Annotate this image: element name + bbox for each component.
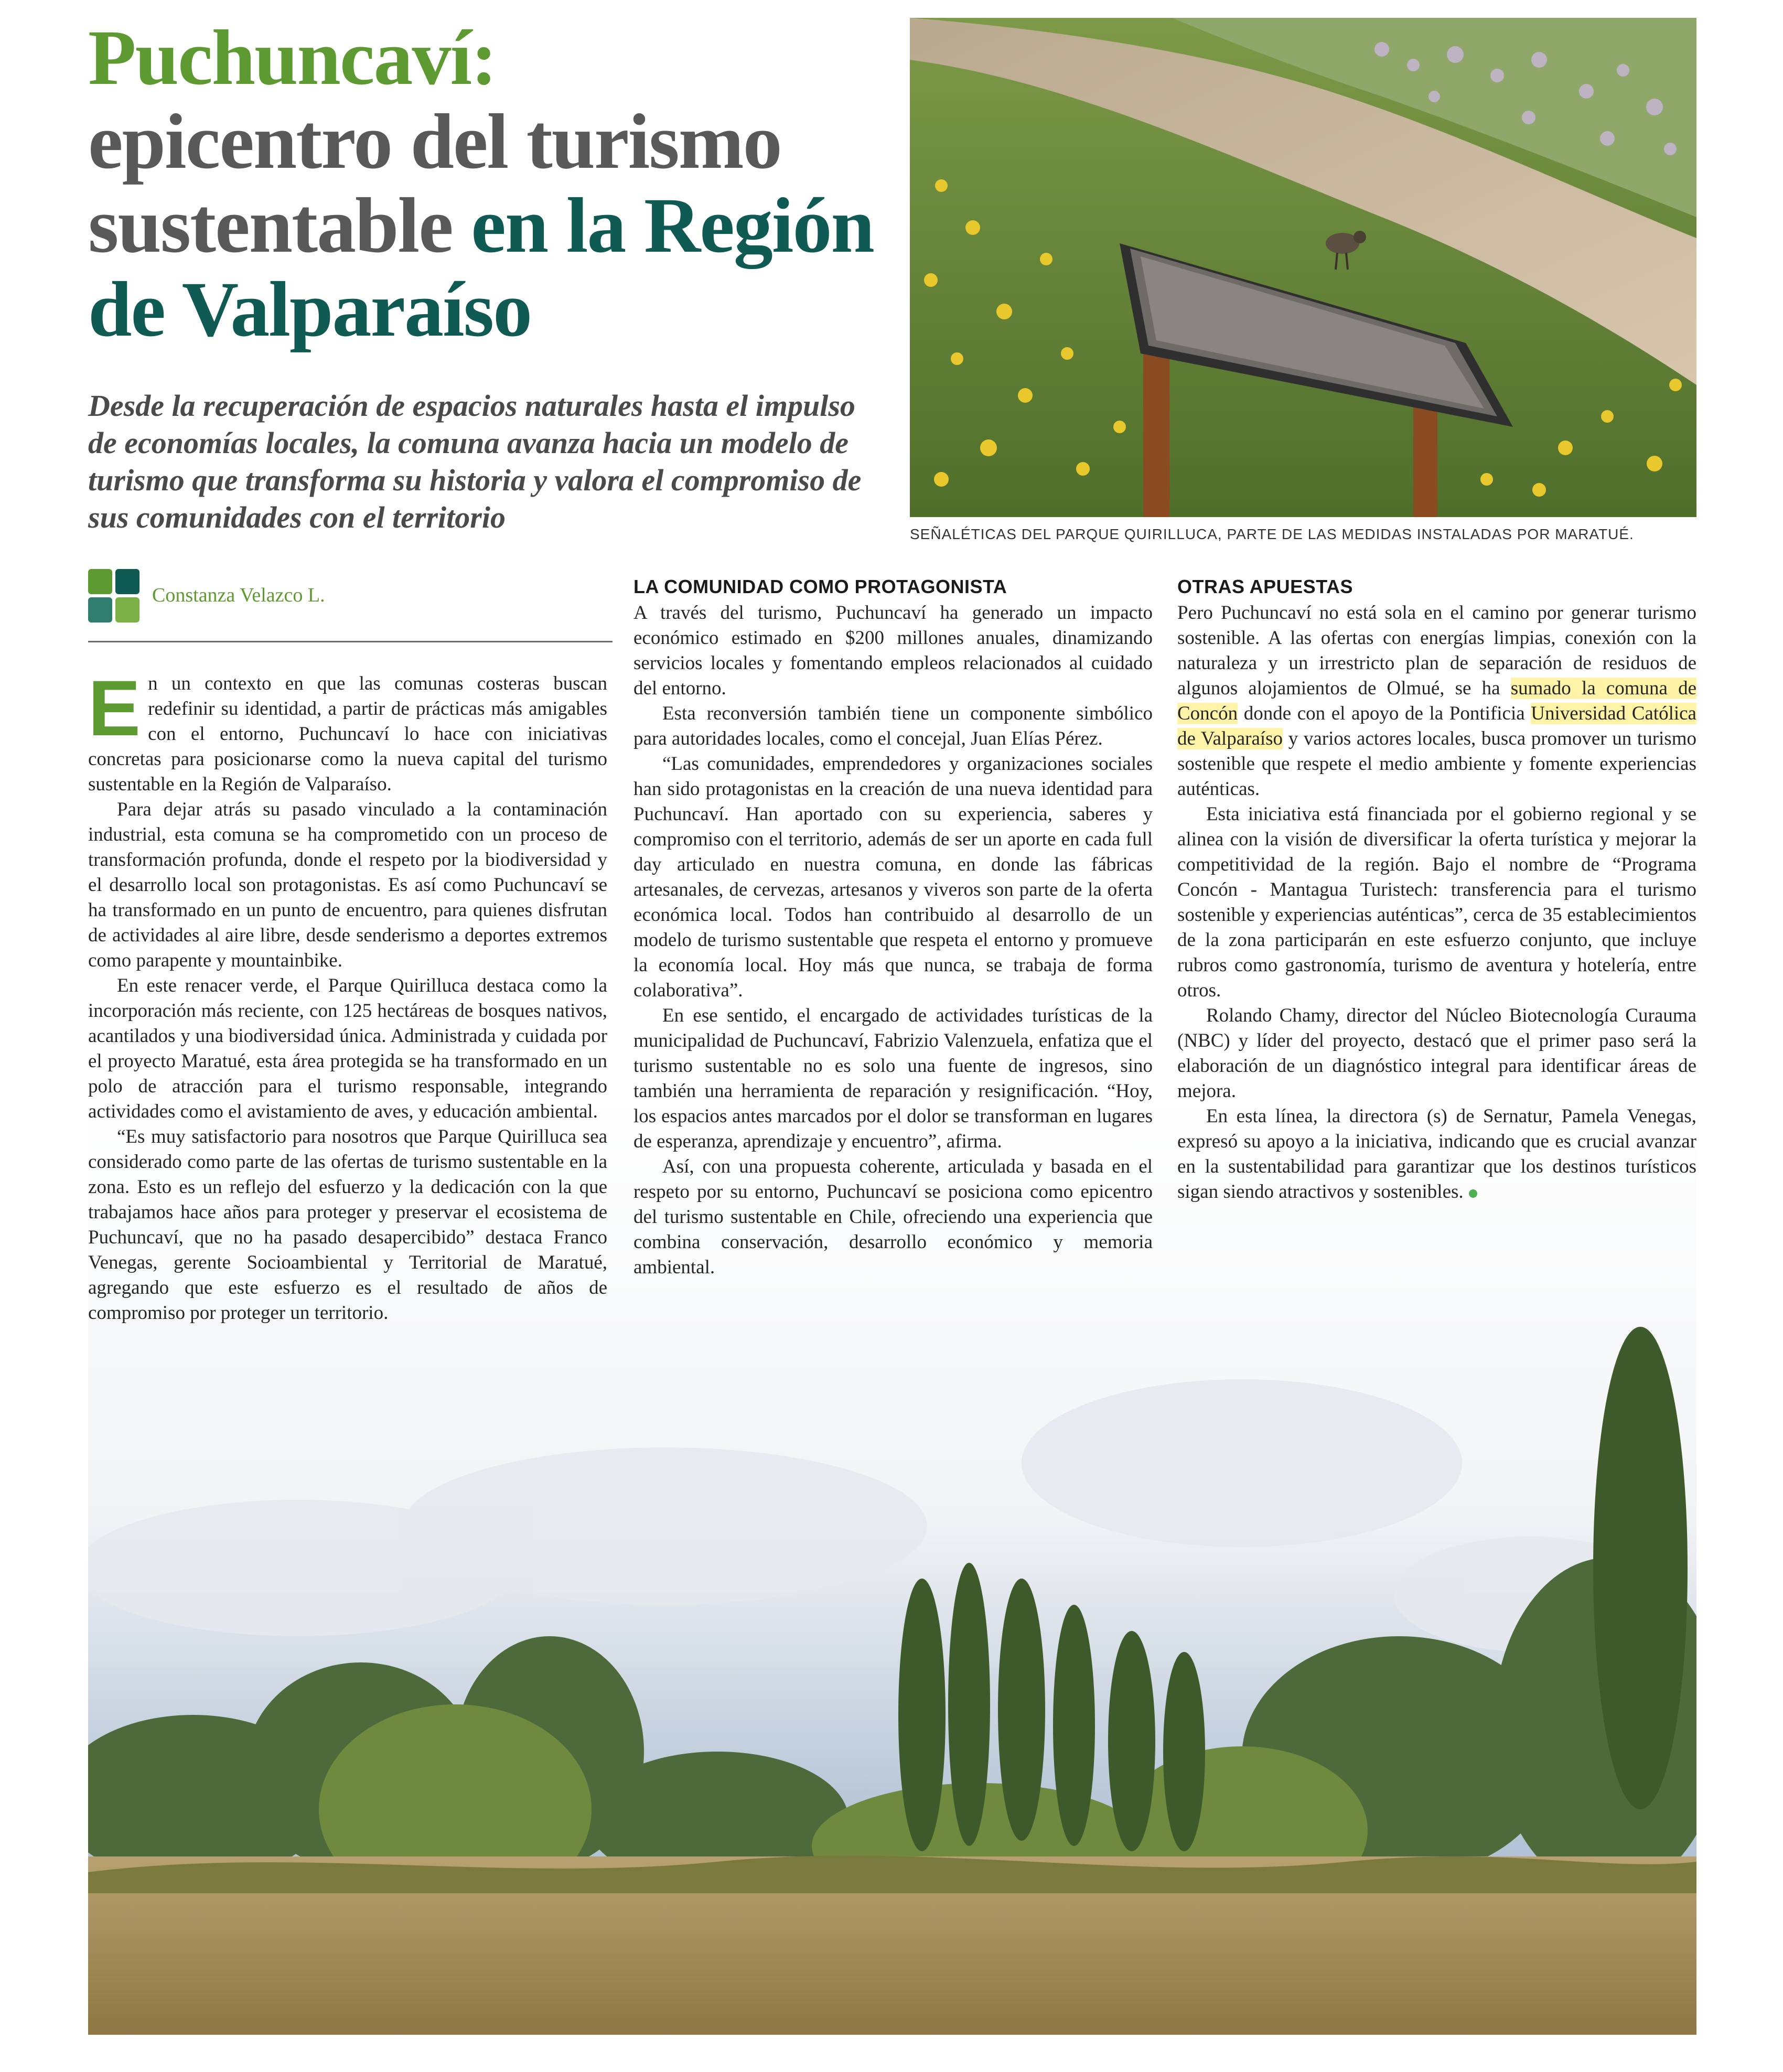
section-heading: LA COMUNIDAD COMO PROTAGONISTA <box>633 576 1007 597</box>
sign-in-meadow-illustration <box>910 18 1696 517</box>
paragraph: A través del turismo, Puchuncaví ha generado un impacto económico estimado en $200 millones anuales, dinamizando servicios locales y fomentando empleos relacionados al cuidado del entorno. <box>633 602 1153 699</box>
headline <box>88 16 875 351</box>
paragraph: Así, con una propuesta coherente, articulada y basada en el respeto por su entorno, Puchuncaví se posiciona como epicentro del turismo sustentable en Chile, ofreciendo una experiencia que combina conservación, desarrollo económico y memoria ambiental. <box>633 1156 1153 1278</box>
paragraph: En este renacer verde, el Parque Quirilluca destaca como la incorporación más reciente, con 125 hectáreas de bosques nativos, acantilados y una biodiversidad única. Administrada y cuidada por el proyecto Maratué, esta área protegida se ha transformado en un polo de atracción para el turismo responsable, integrando actividades como el avistamiento de aves, y educación ambiental. <box>88 975 607 1122</box>
article-column-2 <box>633 574 1153 1280</box>
paragraph: “Las comunidades, emprendedores y organizaciones sociales han sido protagonistas en la creación de una nueva identidad para Puchuncaví. Han aportado con su experiencia, saberes y compromiso con el territorio, además de ser un aporte en cada full day articulado en nuestra comuna, en donde las fábricas artesanales, de cervezas, artesanos y viveros son parte de la oferta económica local. Todos han contribuido al desarrollo de un modelo de turismo sustentable que respeta el entorno y promueve la economía local. Hoy más que nunca, se trabaja de forma colaborativa”. <box>633 753 1153 1001</box>
paragraph-text: Pero Puchuncaví no está sola en el camino por generar turismo sostenible. A las ofertas con energías limpias, conexión con la naturaleza y un irrestricto plan de separación de residuos de algunos alojamientos de Olmué, se ha <box>1177 602 1696 699</box>
highlighted-text: sumado la comuna de Concón <box>1177 678 1696 724</box>
byline-divider <box>88 641 613 642</box>
article-column-1 <box>88 664 607 1326</box>
headline-teal-part: en la Región de Valparaíso <box>88 182 874 353</box>
author-first-name: Constanza <box>152 584 235 606</box>
article-dek: Desde la recuperación de espacios naturales hasta el impulso de economías locales, la comuna avanza hacia un modelo de turismo que transforma su historia y valora el compromiso de sus comunidades con el territorio <box>88 389 862 534</box>
paragraph: Esta iniciativa está financiada por el gobierno regional y se alinea con la visión de diversificar la oferta turística y mejorar la competitividad de la región. Bajo el nombre de “Programa Concón - Mantagua Turistech: transferencia para el turismo sostenible y experiencias auténticas”, cerca de 35 establecimientos de la zona participarán en este esfuerzo conjunto, que incluye rubros como gastronomía, turismo de aventura y hotelería, entre otros. <box>1177 803 1696 1001</box>
drop-cap: E <box>88 664 141 752</box>
top-photo <box>910 18 1696 517</box>
section-heading: OTRAS APUESTAS <box>1177 576 1354 597</box>
paragraph: Para dejar atrás su pasado vinculado a la contaminación industrial, esta comuna se ha comprometido con un proceso de transformación profunda, donde el respeto por la biodiversidad y el desarrollo local son protagonistas. Es así como Puchuncaví se ha transformado en un punto de encuentro, para quienes disfrutan de actividades al aire libre, desde senderismo a deportes extremos como parapente y mountainbike. <box>88 799 607 971</box>
highlighted-text: Universidad Católica de Valparaíso <box>1177 703 1696 749</box>
paragraph <box>88 664 607 797</box>
headline-place: Puchuncaví: <box>88 14 497 101</box>
end-of-article-icon <box>1469 1189 1477 1198</box>
headline-gray-part: epicentro del turismo sustentable <box>88 98 781 269</box>
article-column-3 <box>1177 574 1696 1205</box>
paragraph: Esta reconversión también tiene un componente simbólico para autoridades locales, como el concejal, Juan Elías Pérez. <box>633 703 1153 749</box>
paragraph-text: n un contexto en que las comunas costeras buscan redefinir su identidad, a partir de prácticas más amigables con el entorno, Puchuncaví lo hace con iniciativas concretas para posicionarse como la nueva capital del turismo sustentable en la Región de Valparaíso. <box>88 673 607 795</box>
author-name <box>152 584 325 607</box>
paragraph <box>1177 600 1696 802</box>
paragraph-text: donde con el apoyo de la Pontificia <box>1238 703 1531 724</box>
paragraph-text: En esta línea, la directora (s) de Sernatur, Pamela Venegas, expresó su apoyo a la iniciativa, indicando que es crucial avanzar en la sustentabilidad para garantizar que los destinos turísticos sigan siendo atractivos y sostenibles. <box>1177 1105 1696 1203</box>
byline <box>88 569 602 642</box>
paragraph <box>1177 1104 1696 1205</box>
photo-caption: SEÑALÉTICAS DEL PARQUE QUIRILLUCA, PARTE DE LAS MEDIDAS INSTALADAS POR MARATUÉ. <box>910 526 1634 542</box>
author-last-name: Velazco L. <box>240 584 325 606</box>
newspaper-logo-icon <box>88 569 141 627</box>
paragraph: Rolando Chamy, director del Núcleo Biotecnología Curauma (NBC) y líder del proyecto, destacó que el primer paso será la elaboración de un diagnóstico integral para identificar áreas de mejora. <box>1177 1005 1696 1102</box>
paragraph-text: y varios actores locales, busca promover un turismo sostenible que respete el medio ambiente y fomente experiencias auténticas. <box>1177 728 1696 800</box>
paragraph: En ese sentido, el encargado de actividades turísticas de la municipalidad de Puchuncaví, Fabrizio Valenzuela, enfatiza que el turismo sustentable no es solo una fuente de ingresos, sino también una herramienta de reparación y resignificación. “Hoy, los espacios antes marcados por el dolor se transforman en lugares de esperanza, aprendizaje y encuentro”, afirma. <box>633 1005 1153 1152</box>
paragraph: “Es muy satisfactorio para nosotros que Parque Quirilluca sea considerado como parte de las ofertas de turismo sustentable en la zona. Esto es un reflejo del esfuerzo y la dedicación con la que trabajamos hace años para proteger y preservar el ecosistema de Puchuncaví, que no ha pasado desapercibido” destaca Franco Venegas, gerente Socioambiental y Territorial de Maratué, agregando que este esfuerzo es el resultado de años de compromiso por proteger un territorio. <box>88 1126 607 1324</box>
